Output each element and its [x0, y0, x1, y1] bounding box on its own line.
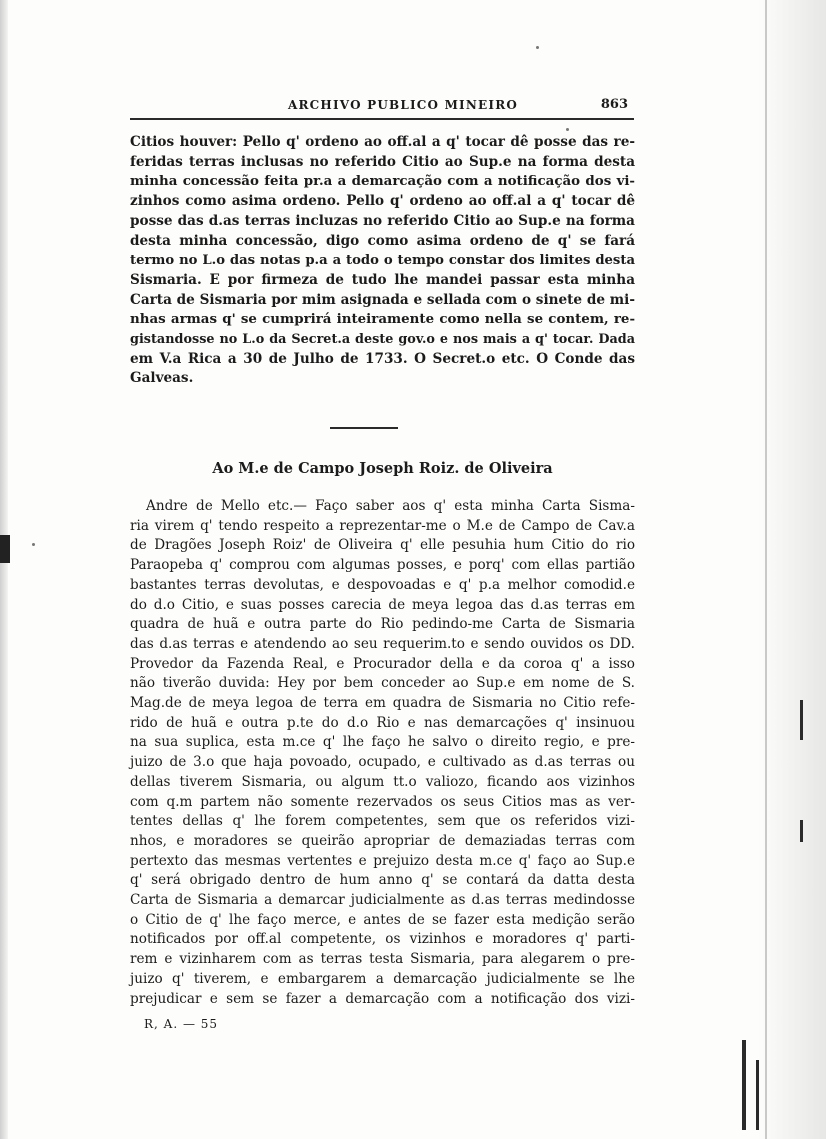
text-line: q' será obrigado dentro de hum anno q' se contará da datta desta: [130, 872, 635, 889]
text-line: Andre de Mello etc.— Faço saber aos q' esta minha Carta Sisma-: [146, 498, 635, 514]
page-right-edge: [758, 0, 826, 1139]
text-line: Paraopeba q' comprou com algumas posses, e porq' com ellas partião: [130, 557, 635, 574]
binding-mark: [756, 1060, 759, 1130]
text-line: Sismaria. E por firmeza de tudo lhe mandei passar esta minha: [130, 271, 635, 288]
text-line: ria virem q' tendo respeito a reprezentar-me o M.e de Campo de Cav.a: [130, 517, 635, 534]
text-line: Carta de Sismaria por mim asignada e sellada com o sinete de mi-: [130, 291, 635, 308]
text-line: Citios houver: Pello q' ordeno ao off.al a q' tocar dê posse das re-: [130, 134, 635, 150]
text-line: tentes dellas q' lhe forem competentes, sem que os referidos vizi-: [130, 813, 635, 830]
binding-mark: [742, 1040, 746, 1130]
running-header: [130, 96, 634, 120]
text-line: notificados por off.al competente, os vizinhos e moradores q' parti-: [130, 931, 635, 948]
text-line: dellas tiverem Sismaria, ou algum tt.o valiozo, ficando aos vizinhos: [130, 773, 635, 790]
text-line: rido de huã e outra p.te do d.o Rio e nas demarcações q' insinuou: [130, 714, 635, 731]
text-line: Carta de Sismaria a demarcar judicialmente as d.as terras medindosse: [130, 892, 635, 909]
paragraph-grant: [130, 497, 635, 1009]
speck: [32, 543, 35, 546]
text-line: Mag.de de meya legoa de terra em quadra de Sismaria no Citio refe-: [130, 695, 635, 712]
text-line: zinhos como asima ordeno. Pello q' ordeno ao off.al a q' tocar dê: [130, 193, 635, 210]
text-line: juizo de 3.o que haja povoado, ocupado, e cultivado as d.as terras ou: [130, 754, 635, 771]
binding-mark: [800, 820, 803, 842]
text-line: com q.m partem não somente rezervados os seus Citios mas as ver-: [130, 793, 635, 810]
text-line: das d.as terras e atendendo ao seu requerim.to e sendo ouvidos os DD.: [130, 635, 635, 652]
text-line: nhos, e moradores se queirão apropriar de demaziadas terras com: [130, 832, 635, 849]
text-line: prejudicar e sem se fazer a demarcação com a notificação dos vizi-: [130, 990, 635, 1007]
text-line: não tiverão duvida: Hey por bem conceder ao Sup.e em nome de S.: [130, 675, 635, 692]
text-line: minha concessão feita pr.a a demarcação com a notificação dos vi-: [130, 173, 635, 190]
signature-mark: R, A. — 55: [144, 1017, 219, 1031]
text-line: Galveas.: [130, 370, 194, 387]
text-line: em V.a Rica a 30 de Julho de 1733. O Secret.o etc. O Conde das: [130, 350, 635, 367]
text-line: quadra de huã e outra parte do Rio pedindo-me Carta de Sismaria: [130, 616, 635, 633]
paragraph-continuation: [130, 133, 635, 389]
section-title: Ao M.e de Campo Joseph Roiz. de Oliveira: [212, 460, 553, 477]
text-line: na sua suplica, esta m.ce q' lhe faço he salvo o direito regio, e pre-: [130, 734, 635, 751]
header-title: ARCHIVO PUBLICO MINEIRO: [288, 98, 519, 112]
text-line: Provedor da Fazenda Real, e Procurador della e da coroa q' a isso: [130, 655, 635, 672]
text-line: do d.o Citio, e suas posses carecia de meya legoa das d.as terras em: [130, 596, 635, 613]
section-divider: [330, 427, 398, 429]
page-left-edge: [0, 0, 8, 1139]
text-line: feridas terras inclusas no referido Citio ao Sup.e na forma desta: [130, 153, 635, 170]
page-number: 863: [600, 97, 628, 112]
text-line: posse das d.as terras incluzas no referido Citio ao Sup.e na forma: [130, 212, 635, 229]
binding-mark: [800, 700, 803, 740]
text-line: o Citio de q' lhe faço merce, e antes de se fazer esta medição serão: [130, 911, 635, 928]
text-line: juizo q' tiverem, e embargarem a demarcação judicialmente se lhe: [130, 970, 635, 987]
text-line: termo no L.o das notas p.a a todo o tempo constar dos limites desta: [130, 253, 635, 269]
page-binding-line: [765, 0, 767, 1139]
text-line: desta minha concessão, digo como asima ordeno de q' se fará: [130, 232, 635, 249]
speck: [536, 46, 539, 49]
text-line: de Dragões Joseph Roiz' de Oliveira q' elle pesuhia hum Citio do rio: [130, 537, 635, 554]
text-line: bastantes terras devolutas, e despovoadas e q' p.a melhor comodid.e: [130, 576, 635, 593]
text-line: rem e vizinharem com as terras testa Sismaria, para alegarem o pre-: [130, 951, 635, 968]
text-line: gistandosse no L.o da Secret.a deste gov.o e nos mais a q' tocar. Dada: [130, 332, 635, 348]
speck: [566, 128, 569, 131]
text-line: nhas armas q' se cumprirá inteiramente como nella se contem, re-: [130, 311, 635, 328]
page-left-mark: [0, 535, 10, 563]
text-line: pertexto das mesmas vertentes e prejuizo desta m.ce q' faço ao Sup.e: [130, 852, 635, 869]
